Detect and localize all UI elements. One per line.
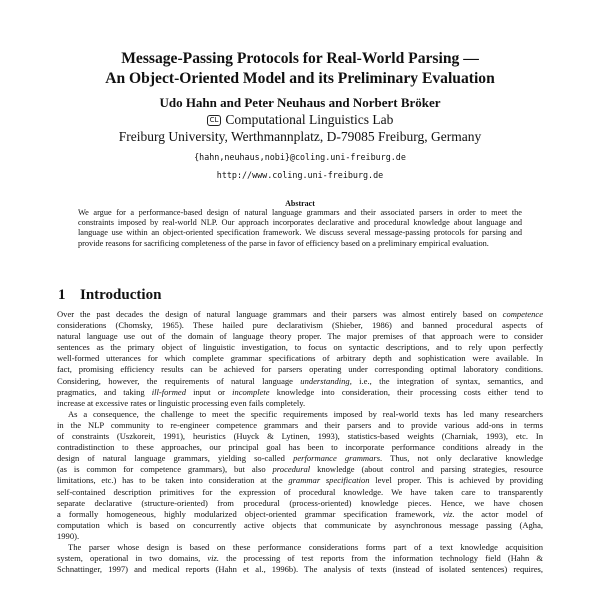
emphasis: procedural	[272, 464, 311, 475]
abstract-heading: Abstract	[285, 199, 315, 208]
body-line: limitations, etc.) has to be taken into consideration at the grammar specification level proper. This is achieved by providing	[57, 475, 543, 486]
abstract-line: We argue for a performance-based design of natural language grammars and their associated parsers in order to meet the	[78, 208, 522, 217]
section-number: 1	[58, 287, 66, 303]
lab-name: Computational Linguistics Lab	[225, 112, 394, 127]
affiliation-address: Freiburg University, Werthmannplatz, D-79085 Freiburg, Germany	[118, 129, 482, 144]
abstract-line: provide reasons for sacrificing completeness of the parse in favor of efficiency based on a preliminary empirical evaluation.	[78, 238, 489, 248]
introduction-body	[57, 309, 543, 575]
lab-logo-icon: CL	[207, 115, 222, 126]
body-line: As a consequence, the challenge to meet the specific requirements imposed by real-world texts has led many researchers	[68, 408, 543, 419]
author-email: {hahn,neuhaus,nobi}@coling.uni-freiburg.de	[194, 152, 406, 162]
abstract-line: language use within an object-oriented specification framework. We discuss several message-passing protocols for parsing and	[78, 228, 522, 238]
section-heading	[58, 286, 161, 304]
abstract-body	[78, 208, 522, 249]
body-line: natural language use out of the domain of language theory proper. The major premises of that approach were to consider	[57, 331, 543, 342]
abstract-line: constraints imposed by real-world NLP. Our approach incorporates declarative and procedural knowledge about language and	[78, 218, 522, 228]
body-line: Considering, however, the requirements of natural language understanding, i.e., the integration of syntax, semantics, and	[57, 375, 543, 386]
body-line: pragmatics, and taking ill-formed input or incomplete knowledge into consideration, their processing costs either tend to	[57, 386, 543, 397]
body-line: in the NLP community to re-engineer competence grammars and their parsers and to provide various add-ons in terms	[57, 419, 543, 430]
emphasis: incomplete	[232, 386, 270, 397]
body-line: Schnattinger, 1997) and medical reports (Hahn et al., 1996b). The analysis of texts (instead of isolated sentences) requires,	[57, 564, 543, 575]
body-line: contradistinction to these approaches, our principal goal has been to incorporate performance conditions already in the	[57, 442, 543, 453]
body-line: a formally homogeneous, highly modularized object-oriented grammar specification framework, viz. the actor model of	[57, 508, 543, 519]
emphasis: competence	[502, 309, 543, 319]
body-line: The parser whose design is based on these performance considerations forms part of a text knowledge acquisition	[68, 541, 543, 552]
emphasis: grammar specification	[288, 475, 370, 486]
body-line: computation which is based on concurrently active objects that communicate by asynchronous message passing (Agha,	[57, 519, 543, 530]
body-line: increase at excessive rates or linguistic processing even fails completely.	[57, 397, 306, 408]
emphasis: ill-formed	[151, 386, 186, 397]
body-line: (as is common for competence grammars), but also procedural knowledge (about control and parsing strategies, resource	[57, 464, 543, 475]
body-line: system, operational in two domains, viz. the processing of test reports from the information technology field (Hahn &	[57, 553, 543, 564]
body-line: fact, promising efficiency results can be achieved for parsers operating under corresponding optimal laboratory conditions.	[57, 364, 543, 375]
emphasis: viz.	[443, 508, 455, 519]
body-line: well-formed utterances for which complete grammar specifications of arbitrary depth and sophistication were available. In	[57, 353, 543, 364]
emphasis: viz.	[207, 553, 220, 564]
body-line: considerations (Chomsky, 1965). These hailed pure declarativism (Shieber, 1986) and banned procedural aspects of	[57, 320, 543, 331]
section-title: Introduction	[80, 287, 162, 303]
lab-url[interactable]: http://www.coling.uni-freiburg.de	[216, 170, 384, 180]
body-line: self-contained description primitives for the expression of procedural knowledge. We have taken care to transparently	[57, 486, 543, 497]
body-line: of constraints (Uszkoreit, 1991), heuristics (Huyck & Lytinen, 1993), statistics-based weights (Charniak, 1993), etc. In	[57, 431, 543, 442]
body-line: 1990).	[57, 530, 80, 541]
body-line: Over the past decades the design of natural language grammars and their parsers was almost entirely based on competence	[57, 309, 543, 319]
affiliation-lab	[40, 111, 560, 128]
paper-title-line-2: An Object-Oriented Model and its Preliminary Evaluation	[105, 70, 495, 87]
paper-title-line-1: Message-Passing Protocols for Real-World Parsing —	[121, 50, 479, 67]
body-line: sentences as the primary object of linguistic investigation, to focus on syntactic descriptions, and to rely upon perfectly	[57, 342, 543, 353]
emphasis: understanding	[300, 375, 350, 386]
authors: Udo Hahn and Peter Neuhaus and Norbert Bröker	[159, 95, 441, 110]
emphasis: performance grammars	[293, 453, 381, 464]
body-line: design of natural language grammars, yielding so-called performance grammars. Thus, not only declarative knowledge	[57, 453, 543, 464]
body-line: separate declarative (structure-oriented) from procedural (process-oriented) knowledge pieces. Hence, we have chosen	[57, 497, 543, 508]
